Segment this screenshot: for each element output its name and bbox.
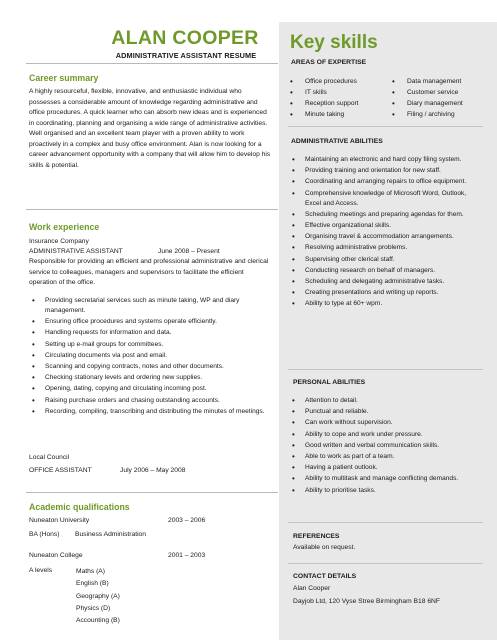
resume-subtitle: ADMINISTRATIVE ASSISTANT RESUME: [115, 51, 257, 60]
admin-ability-item: • Resolving administrative problems.: [289, 243, 483, 253]
duty-item: • Handling requests for information and data.: [29, 328, 275, 338]
admin-ability-item: • Effective organizational skills.: [289, 221, 483, 231]
admin-abilities-list: [289, 155, 483, 310]
admin-ability-item: • Maintaining an electronic and hard copy filing system.: [289, 155, 483, 165]
expertise-item: • Diary management: [390, 98, 463, 109]
expertise-item: • Customer service: [390, 87, 463, 98]
college-level: A levels: [29, 567, 53, 574]
admin-ability-item: • Supervising other clerical staff.: [289, 255, 483, 265]
expertise-divider: [288, 126, 483, 127]
personal-ability-item: • Can work without supervision.: [289, 418, 483, 428]
career-divider: [26, 209, 278, 210]
admin-abilities-heading: ADMINISTRATIVE ABILITIES: [291, 138, 383, 145]
career-summary-text: A highly resourceful, flexible, innovative, and enthusiastic individual who possesses a considerable amount of knowledge regarding administrative and office procedures. A quick learner who can absorb new ideas and is experienced in coordinating, planning and organising a wide range of administrative activities. Well organised and an excellent team player with a proven ability to work proactively in a complex and busy office environment. Alan is now looking for a career advancement opportunity with a company that will allow him to develop his skills & potential.: [29, 88, 271, 169]
personal-ability-item: • Punctual and reliable.: [289, 407, 483, 417]
job1-role: ADMINISTRATIVE ASSISTANT: [29, 248, 123, 255]
expertise-column-2: [390, 76, 463, 120]
expertise-item: • Filing / archiving: [390, 109, 463, 120]
admin-ability-item: • Providing training and orientation for new staff.: [289, 166, 483, 176]
work-experience-heading: Work experience: [29, 222, 100, 232]
subject-item: Geography (A): [76, 592, 120, 600]
subject-item: Maths (A): [76, 568, 105, 575]
college-dates: 2001 – 2003: [168, 552, 206, 559]
college-name: Nuneaton College: [29, 552, 83, 559]
references-heading: REFERENCES: [293, 533, 340, 540]
expertise-heading: AREAS OF EXPERTISE: [291, 59, 367, 66]
header-divider: [26, 63, 278, 64]
duty-item: • Raising purchase orders and chasing outstanding accounts.: [29, 396, 275, 406]
subject-item: English (B): [76, 580, 109, 588]
references-divider: [288, 563, 483, 564]
duty-item: • Checking stationary levels and ordering new supplies.: [29, 373, 275, 383]
uni-degree: Business Administration: [75, 531, 146, 538]
duty-item: • Recording, compiling, transcribing and distributing the minutes of meetings.: [29, 407, 275, 417]
expertise-item: • IT skills: [288, 87, 359, 98]
expertise-item: • Data management: [390, 76, 463, 87]
contact-address: Dayjob Ltd, 120 Vyse Stree Birmingham B18 6NF: [293, 598, 440, 605]
personal-ability-item: • Good written and verbal communication skills.: [289, 441, 483, 451]
admin-ability-item: • Creating presentations and writing up reports.: [289, 288, 483, 298]
personal-divider: [288, 522, 483, 523]
duty-item: • Setting up e-mail groups for committees.: [29, 340, 275, 350]
duty-item: • Scanning and copying contracts, notes and other documents.: [29, 362, 275, 372]
admin-ability-item: • Scheduling and delegating administrative tasks.: [289, 277, 483, 287]
references-text: Available on request.: [293, 544, 356, 551]
duty-item: • Circulating documents via post and email.: [29, 351, 275, 361]
admin-ability-item: • Coordinating and arranging repairs to office equipment.: [289, 177, 483, 187]
expertise-column-1: [288, 76, 359, 120]
job2-role: OFFICE ASSISTANT: [29, 467, 92, 474]
personal-ability-item: • Ability to prioritise tasks.: [289, 486, 483, 496]
duty-item: • Ensuring office procedures and systems operate efficiently.: [29, 317, 275, 327]
job2-dates: July 2006 – May 2008: [120, 467, 186, 474]
work-divider: [26, 492, 278, 493]
personal-abilities-list: [289, 396, 483, 497]
admin-ability-item: • Conducting research on behalf of managers.: [289, 266, 483, 276]
admin-ability-item: • Scheduling meetings and preparing agendas for them.: [289, 210, 483, 220]
job1-description: Responsible for providing an efficient and professional administrative and clerical service to colleagues, managers and supervisors to facilitate the efficient operation of the office.: [29, 258, 269, 286]
personal-ability-item: • Able to work as part of a team.: [289, 452, 483, 462]
academic-heading: Academic qualifications: [29, 502, 130, 512]
admin-ability-item: • Ability to type at 60+ wpm.: [289, 299, 483, 309]
duty-item: • Providing secretarial services such as minute taking, WP and diary management.: [29, 296, 275, 316]
personal-ability-item: • Attention to detail.: [289, 396, 483, 406]
job1-company: Insurance Company: [29, 238, 89, 245]
subject-item: Accounting (B): [76, 617, 120, 625]
personal-ability-item: • Having a patient outlook.: [289, 463, 483, 473]
expertise-item: • Office procedures: [288, 76, 359, 87]
personal-ability-item: • Ability to multitask and manage conflicting demands.: [289, 474, 483, 484]
college-subjects: [76, 566, 120, 627]
uni-name: Nuneaton University: [29, 517, 90, 524]
admin-ability-item: • Organising travel & accommodation arrangements.: [289, 232, 483, 242]
subject-item: Physics (D): [76, 604, 111, 612]
uni-dates: 2003 – 2006: [168, 517, 206, 524]
candidate-name: ALAN COOPER: [111, 27, 259, 49]
expertise-item: • Reception support: [288, 98, 359, 109]
job1-duties-list: [29, 296, 275, 418]
admin-ability-item: • Comprehensive knowledge of Microsoft Word, Outlook, Excel and Access.: [289, 189, 483, 209]
duty-item: • Opening, dating, copying and circulating incoming post.: [29, 384, 275, 394]
job2-company: Local Council: [29, 454, 70, 461]
expertise-item: • Minute taking: [288, 109, 359, 120]
career-summary-heading: Career summary: [29, 73, 99, 83]
job1-dates: June 2008 – Present: [158, 248, 220, 255]
contact-heading: CONTACT DETAILS: [293, 573, 357, 580]
uni-degree-level: BA (Hons): [29, 531, 60, 538]
personal-ability-item: • Ability to cope and work under pressure.: [289, 430, 483, 440]
key-skills-heading: Key skills: [290, 32, 378, 53]
personal-abilities-heading: PERSONAL ABILITIES: [293, 379, 366, 386]
contact-name: Alan Cooper: [293, 585, 331, 592]
admin-divider: [288, 369, 483, 370]
